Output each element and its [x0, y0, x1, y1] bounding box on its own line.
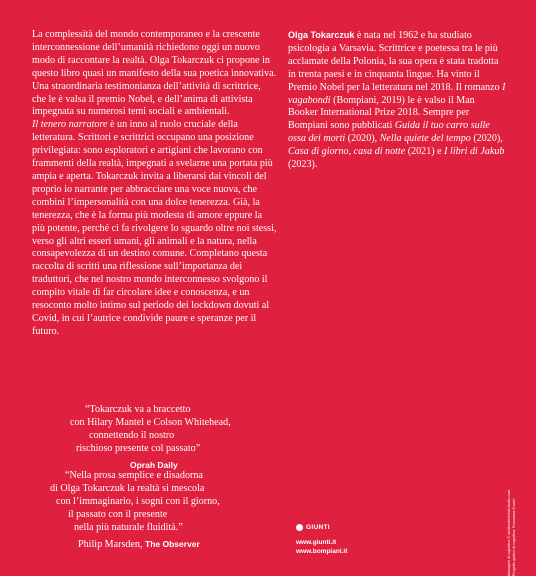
- book-vagabondi: I vagabondi: [288, 81, 506, 106]
- synopsis: [32, 29, 277, 339]
- book-jakub: I libri di Jakub: [444, 146, 505, 158]
- quote-author: Philip Marsden,: [78, 538, 143, 550]
- giunti-logo-icon: [296, 524, 303, 531]
- quote-line: di Olga Tokarczuk la realtà si mescola: [50, 482, 205, 494]
- quote-source: The Observer: [145, 538, 200, 549]
- synopsis-paragraph-1: La complessità del mondo contemporaneo e la crescente interconnessione dell’umanità richiedono oggi un nuovo modo di raccontare la realtà. Olga Tokarczuk ci propone in questo libro quasi un manifesto della sua poetica innovativa. Una straordinaria testimonianza dell’attività di scrittrice, che le è valsa il premio Nobel, e dell’anima di attivista impegnata su numerosi temi sociali e ambientali.: [32, 29, 277, 118]
- quote-line: con Hilary Mantel e Colson Whitehead,: [70, 416, 231, 428]
- publisher-websites: [296, 538, 347, 556]
- publisher-logo: [296, 524, 330, 531]
- quote-line: “Tokarczuk va a braccetto: [85, 404, 191, 415]
- quote-line: rischioso presente col passato”: [76, 442, 201, 454]
- publisher-logo-text: GIUNTI: [306, 524, 330, 531]
- quote-line: connettendo il nostro: [89, 429, 175, 441]
- quote-line: “Nella prosa semplice e disadorna: [65, 470, 203, 481]
- bio-text: è nata nel 1962 e ha studiato psicologia a Varsavia. Scrittrice e poetessa tra le più acclamate della Polonia, la sua opera è stata tradotta in trenta paesi e in cinquanta lingue. Ha vinto il Premio Nobel per la letteratura nel 2018. Il romanzo: [288, 30, 503, 93]
- review-quote-oprah: [32, 404, 282, 472]
- book-guida: Guida il tuo carro sulle ossa dei morti: [288, 120, 490, 145]
- bio-text: (Bompiani, 2019) le è valso il Man Booker International Prize 2018. Sempre per Bompiani sono pubblicati: [288, 94, 475, 132]
- bio-text: (2023).: [288, 159, 318, 171]
- review-quote-observer: [32, 470, 282, 551]
- website-link: www.bompiani.it: [296, 548, 348, 555]
- credit-line: Immagine di copertina © shutterstock/foto.blotto.com: [507, 489, 511, 576]
- book-nella-quiete: Nella quiete del tempo: [379, 133, 471, 145]
- synopsis-paragraph-2-text: è un inno al ruolo cruciale della letteratura. Scrittori e scrittrici occupano una posizione privilegiata: sono esploratori e artigiani che lavorano con frammenti della realtà, impegnati a svelarne una portata più ampia e aperta. Tokarczuk invita a liberarsi dai vincoli del proprio io narrante per abbracciare una voce nuova, che combini l’impersonalità con una dolce tenerezza. Già, la tenerezza, che è la forma più modesta di amore eppure la più potente, perché ci fa rivolgere lo sguardo oltre noi stessi, verso gli altri esseri umani, gli animali e la natura, nella consapevolezza di un destino comune. Completano questa raccolta di scritti una riflessione sull’importanza dei traduttori, che nel nostro mondo interconnesso svolgono il compito vitale di far circolare idee e conoscenza, e un resoconto molto intimo sul periodo dei lockdown dovuti al Covid, in cui l’autrice condivide paure e speranze per il futuro.: [32, 119, 277, 337]
- book-title: Il tenero narratore: [32, 119, 108, 131]
- quote-line: il passato con il presente: [68, 508, 168, 520]
- bio-text: (2020),: [470, 133, 503, 145]
- quote-line: nella più naturale fluidità.”: [74, 521, 183, 533]
- quote-line: con l’immaginario, i sogni con il giorno,: [56, 495, 220, 507]
- quote-attribution: [32, 538, 282, 552]
- synopsis-paragraph-2: [32, 119, 277, 338]
- website-link: www.giunti.it: [296, 539, 337, 546]
- author-bio: [288, 29, 506, 172]
- book-casa-di-giorno: Casa di giorno, casa di notte: [288, 146, 406, 158]
- cover-credits: [507, 426, 517, 576]
- credit-line: Progetto grafico di copertina: Francesca Zucchi: [511, 498, 516, 576]
- author-name: Olga Tokarczuk: [288, 30, 355, 40]
- quote-source: Oprah Daily: [130, 459, 178, 470]
- bio-text: (2020),: [345, 133, 380, 145]
- bio-text: (2021) e: [405, 146, 445, 158]
